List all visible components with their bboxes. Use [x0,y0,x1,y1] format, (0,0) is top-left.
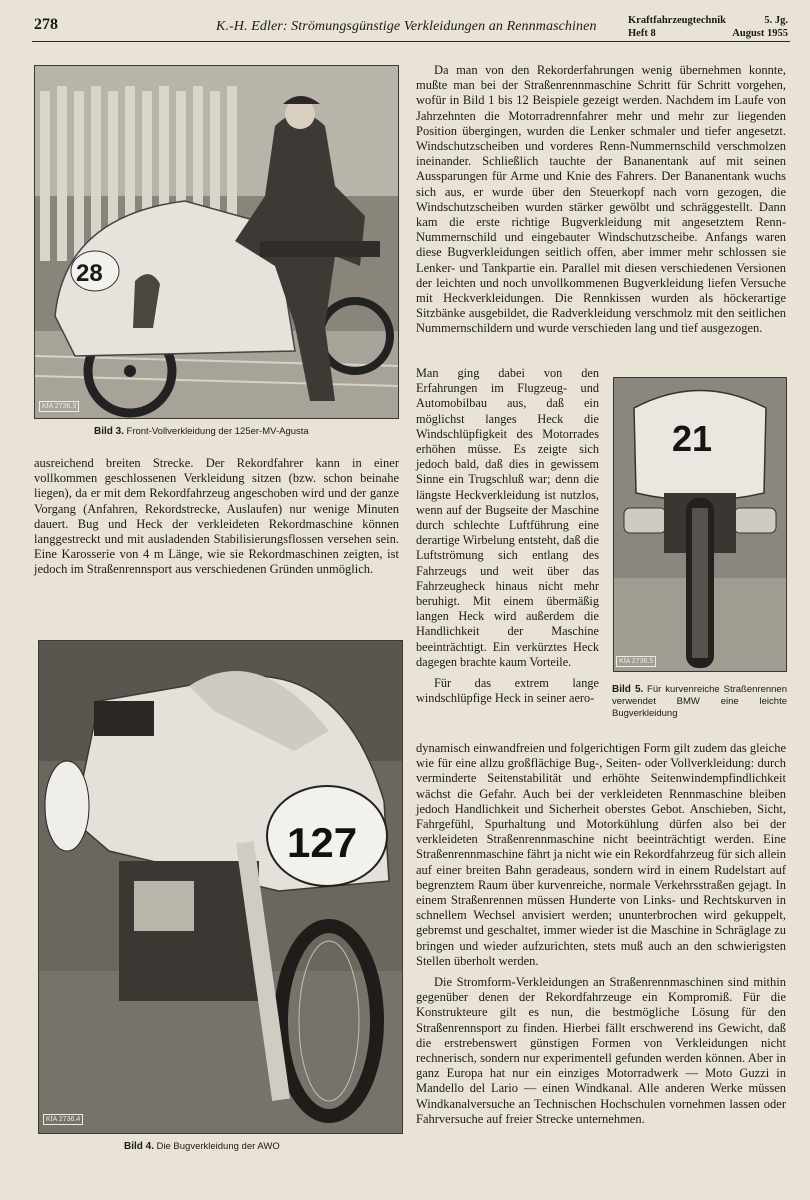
caption-bild5 [612,684,787,720]
figure-bild3-photo [34,65,399,419]
awo-motorcycle-illustration [39,641,402,1133]
paragraph: Die Stromform-Verkleidungen an Straßenrennmaschinen sind mithin gegenüber denen der Rekordfahrzeuge ein Kompromiß. Für die Konstrukteure gilt es nun, die bestmögliche Lösung für den Straßenrennsport zu finden. Hierbei fällt erschwerend ins Gewicht, daß die erstrebenswert günstigen Formen von Verkleidungen nicht rechnerisch, sondern nur experimentell gefunden werden können. Aber in ganz Europa hat nur ein einziges Motorradwerk — Moto Guzzi in Mandello del Lario — einen Windkanal. Alle anderen Werke müssen Windkanalversuche an Technischen Hochschulen vornehmen lassen oder Fahrversuche auf freier Strecke unternehmen. [416,975,786,1126]
caption-bild4 [124,1141,280,1153]
photo-stamp-bild4: KfA 2736.4 [43,1114,83,1125]
right-column-text-bottom [416,741,786,1127]
caption-text-bild3: Front-Vollverkleidung der 125er-MV-Agusta [126,426,309,437]
number-plate-127: 127 [287,819,358,866]
number-plate-28: 28 [76,260,103,287]
journal-date: August 1955 [732,28,788,39]
bmw-motorcycle-illustration [614,378,786,671]
page-number: 278 [34,16,58,33]
caption-label-bild5: Bild 5. [612,684,644,695]
figure-bild4-photo [38,640,403,1134]
journal-volume: 5. Jg. [764,15,788,26]
caption-label-bild4: Bild 4. [124,1141,155,1152]
journal-name: Kraftfahrzeugtechnik [628,15,726,26]
running-title: K.-H. Edler: Strömungsgünstige Verkleidungen an Rennmaschinen [216,19,597,34]
figure-bild5-photo [613,377,787,672]
caption-text-bild5: Für kurvenreiche Straßenrennen verwendet BMW eine leichte Bugverkleidung [612,684,787,719]
journal-issue: Heft 8 [628,28,656,39]
header-rule [32,41,790,42]
caption-text-bild4: Die Bugverkleidung der AWO [156,1141,280,1152]
paragraph-continued: Man ging dabei von den Erfahrungen im Flugzeug- und Automobilbau aus, daß ein möglichst langes Heck die Windschlüpfigkeit des Motorrades erhöhen müsse. Es zeigte sich jedoch bald, daß dies in gewissem Sinne ein Trugschluß war; denn die längste Heckverkleidung ist nutzlos, wenn auf der Bugseite der Maschine durch schlechte Luftführung eine derartige Wirbelung entsteht, daß die Luftströmung sich entlang des Fahrzeugs und weit über das Fahrzeugheck hinaus nicht mehr beruhigt. Mit einem übermäßig langen Heck wird außerdem die Handlichkeit der Maschine beeinträchtigt. Ein verkürztes Heck dagegen brachte kaum Vorteile. [416,366,599,669]
caption-label-bild3: Bild 3. [94,426,125,437]
right-column-text-narrow [416,366,599,706]
journal-info [628,14,788,40]
left-column-text [34,456,399,578]
right-column-text-top [416,63,786,337]
caption-bild3 [94,426,309,438]
paragraph: Da man von den Rekorderfahrungen wenig übernehmen konnte, mußte man bei der Straßenrennmaschine Schritt für Schritt vorgehen, wofür in Bild 1 bis 12 Beispiele gezeigt werden. Nachdem im Laufe von Jahrzehnten die Motorradrennfahrer mehr und mehr zur liegenden Position übergingen, wurden die Lenker schmaler und tiefer angesetzt. Windschutzscheiben und vorderes Renn-Nummernschild verschmolzen ineinander. Schließlich tauchte der Bananentank auf mit seinen Aussparungen für Arme und Knie des Fahrers. Der Bananentank wuchs sich aus, er wurde über den Steuerkopf nach vorn gezogen, die Windschutzscheiben wurden stärker gewölbt und schräggestellt. Dann kam die erste richtige Bugverkleidung mit angesetztem Renn-Nummernschild und eingebauter Windschutzscheibe. Anfangs waren diese Bugverkleidungen seitlich offen, aber immer mehr schlossen sie Lenker- und Tankpartie ein. Parallel mit diesen verschiedenen Versionen der leichten und noch unvollkommenen Bugverkleidung liefen Versuche mit Heckverkleidungen. Die Rennkissen wurden als höckerartige Sitzbänke ausgebildet, die Radverkleidung verschmolz mit den seitlichen Nummernschildern und wurde verschieden lang und tief ausgezogen. [416,63,786,336]
number-plate-21: 21 [672,418,713,459]
paragraph-continued: dynamisch einwandfreien und folgerichtigen Form gilt zudem das gleiche wie für eine allzu großflächige Bug-, Seiten- oder Vollverkleidung: durch verminderte Seitenstabilität und erhöhte Seitenwindempfindlichkeit wächst die Gefahr. Auch bei der verkleideten Rennmaschine bleiben jedoch Handlichkeit und Sicherheit oberstes Gebot. Anschieben, Sicht, Fahrgefühl, Spurhaltung und Motorkühlung dürfen also bei der verkleideten Straßenrennmaschine nicht beeinträchtigt werden. Eine Straßenrennmaschine fährt ja nicht wie ein Rekordfahrzeug für sich allein auf einer breiten Bahn geradeaus, sondern wird in einem Rudelstart auf begrenztem Raum über kurvenreiche, normale Verkehrsstraßen gejagt. In einem Straßenrennen müssen Hunderte von Links- und Rechtskurven in schnellem Wechsel anvisiert werden; ununterbrochen wird gekuppelt, gebremst und geschaltet, immer wieder ist die Maschine in Schräglage zu bringen und wieder aufzurichten, stets muß auch an den schwierigsten Stellen überholt werden. [416,741,786,968]
photo-stamp-bild3: KfA 2736.3 [39,401,79,412]
photo-stamp-bild5: KfA 2736.5 [616,656,656,667]
paragraph: Für das extrem lange windschlüpfige Heck in seiner aero- [416,676,599,706]
paragraph: ausreichend breiten Strecke. Der Rekordfahrer kann in einer vollkommen geschlossenen Verkleidung sitzen (bzw. schon beinahe liegen), da er mit dem Rekordfahrzeug angeschoben wird und der ganze Vorgang (Anfahren, Rekordstrecke, Auslaufen) nur wenige Minuten dauert. Bug und Heck der verkleideten Rekordmaschine können langgestreckt und mit ausladenden Stabilisierungsflossen versehen sein. Eine Karosserie von 4 m Länge, wie sie Rekordmaschinen zeigten, ist jedoch im Straßenrennsport aus verschiedenen Gründen unmöglich. [34,456,399,577]
motorcycle-rider-illustration [35,66,398,418]
